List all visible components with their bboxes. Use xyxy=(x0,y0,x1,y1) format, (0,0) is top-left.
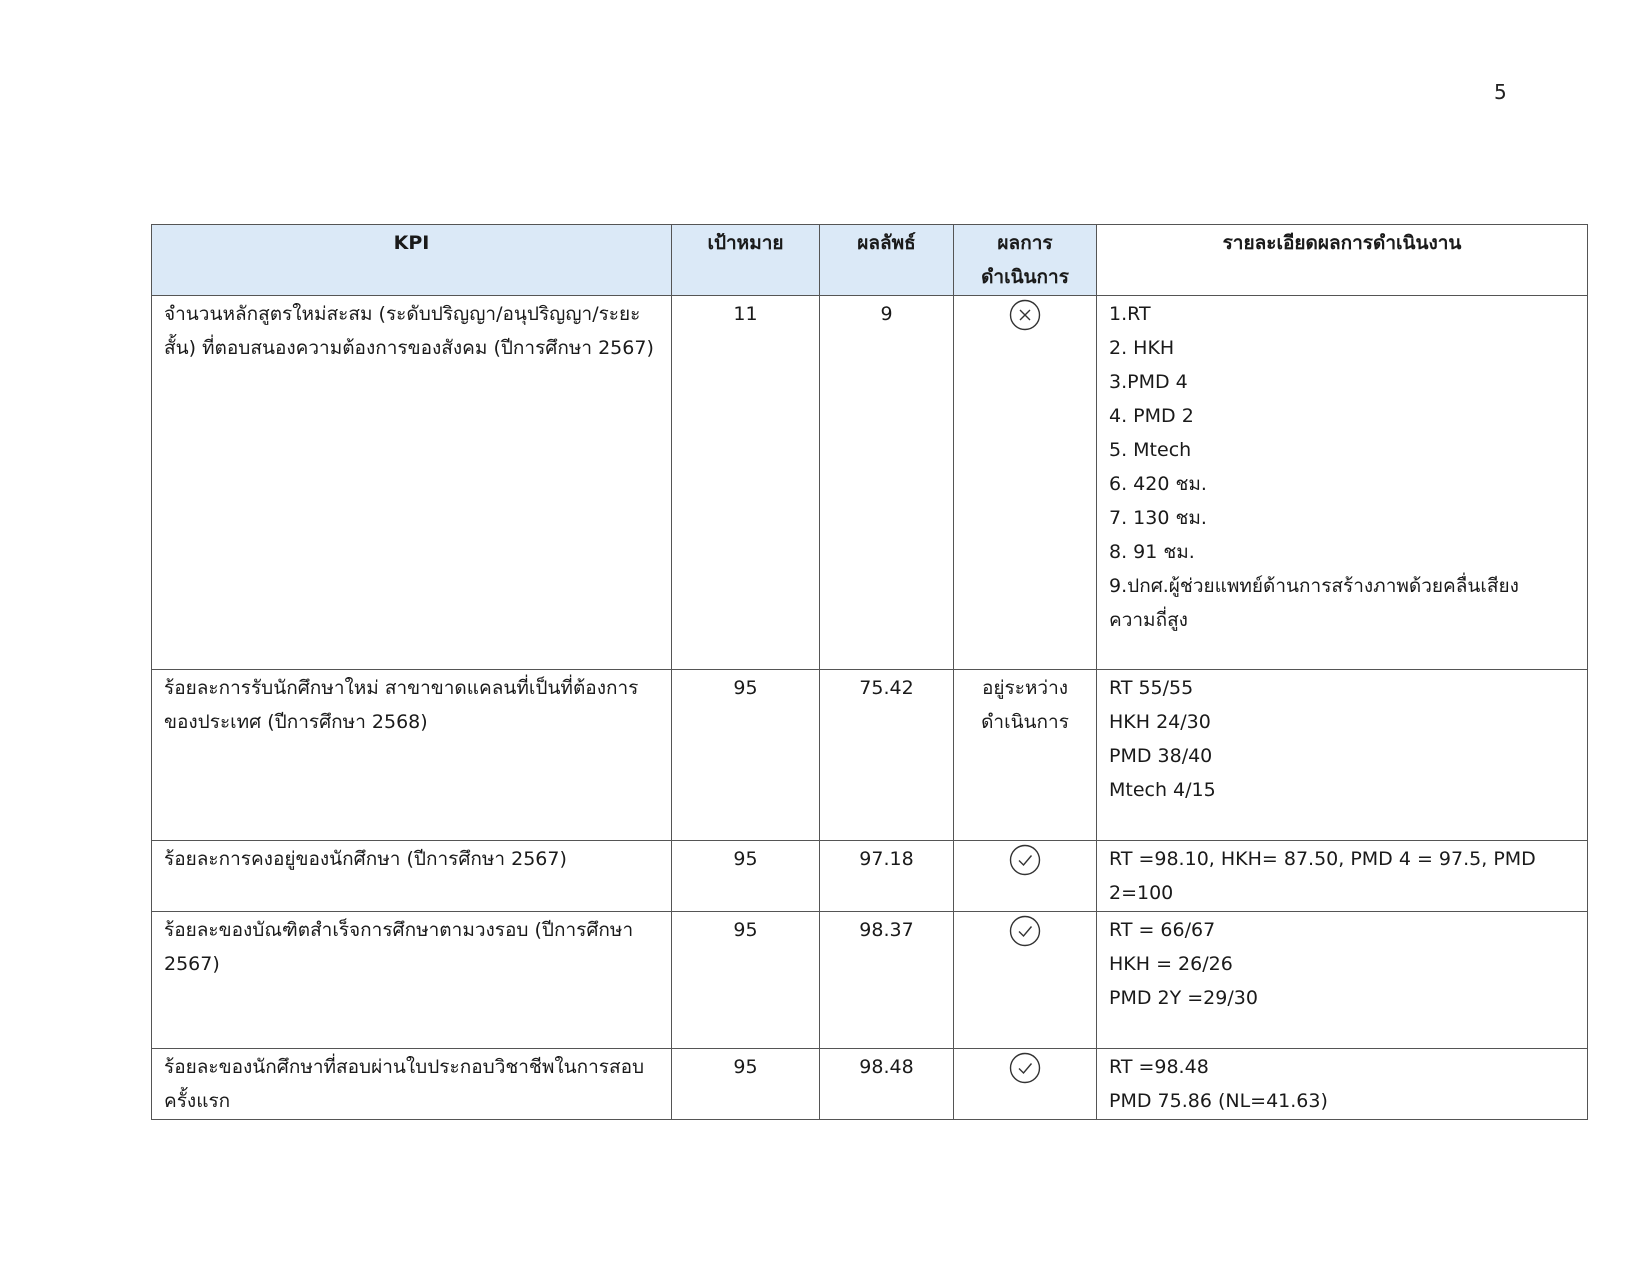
header-status-line: ดำเนินการ xyxy=(981,266,1069,288)
table-row xyxy=(152,670,1588,841)
kpi-cell: จำนวนหลักสูตรใหม่สะสม (ระดับปริญญา/อนุปริญญา/ระยะสั้น) ที่ตอบสนองความต้องการของสังคม (ปีการศึกษา 2567) xyxy=(152,296,672,670)
status-text-line: อยู่ระหว่าง xyxy=(981,677,1069,699)
detail-cell xyxy=(1097,1049,1588,1120)
result-cell: 97.18 xyxy=(820,841,954,912)
header-result: ผลลัพธ์ xyxy=(820,225,954,296)
header-kpi: KPI xyxy=(152,225,672,296)
detail-line: RT 55/55 xyxy=(1109,677,1194,699)
detail-line: PMD 2Y =29/30 xyxy=(1109,987,1258,1009)
x-circle-icon xyxy=(1009,299,1041,331)
detail-line: 6. 420 ชม. xyxy=(1109,473,1207,495)
kpi-cell: ร้อยละการคงอยู่ของนักศึกษา (ปีการศึกษา 2567) xyxy=(152,841,672,912)
page-number: 5 xyxy=(1494,80,1507,104)
detail-line: 1.RT xyxy=(1109,303,1151,325)
status-cell xyxy=(954,912,1097,1049)
detail-line: RT = 66/67 xyxy=(1109,919,1216,941)
target-cell: 95 xyxy=(672,1049,820,1120)
detail-line: PMD 38/40 xyxy=(1109,745,1213,767)
header-status xyxy=(954,225,1097,296)
detail-cell xyxy=(1097,296,1588,670)
table-row xyxy=(152,841,1588,912)
status-cell xyxy=(954,670,1097,841)
header-detail: รายละเอียดผลการดำเนินงาน xyxy=(1097,225,1588,296)
header-target: เป้าหมาย xyxy=(672,225,820,296)
detail-line: PMD 75.86 (NL=41.63) xyxy=(1109,1090,1328,1112)
detail-line: 5. Mtech xyxy=(1109,439,1192,461)
status-cell xyxy=(954,296,1097,670)
status-cell xyxy=(954,841,1097,912)
detail-cell xyxy=(1097,670,1588,841)
header-status-line: ผลการ xyxy=(997,232,1053,254)
table-row xyxy=(152,1049,1588,1120)
check-circle-icon xyxy=(1009,915,1041,947)
table-row xyxy=(152,912,1588,1049)
target-cell: 95 xyxy=(672,670,820,841)
table-row xyxy=(152,296,1588,670)
result-cell: 98.37 xyxy=(820,912,954,1049)
detail-line: 8. 91 ชม. xyxy=(1109,541,1195,563)
kpi-cell: ร้อยละของบัณฑิตสำเร็จการศึกษาตามวงรอบ (ปีการศึกษา 2567) xyxy=(152,912,672,1049)
target-cell: 95 xyxy=(672,841,820,912)
status-cell xyxy=(954,1049,1097,1120)
table-header-row xyxy=(152,225,1588,296)
detail-line: HKH 24/30 xyxy=(1109,711,1211,733)
detail-line: RT =98.48 xyxy=(1109,1056,1209,1078)
detail-line: 3.PMD 4 xyxy=(1109,371,1188,393)
detail-cell xyxy=(1097,912,1588,1049)
detail-line: 4. PMD 2 xyxy=(1109,405,1194,427)
result-cell: 98.48 xyxy=(820,1049,954,1120)
target-cell: 11 xyxy=(672,296,820,670)
detail-line: HKH = 26/26 xyxy=(1109,953,1233,975)
result-cell: 75.42 xyxy=(820,670,954,841)
kpi-table xyxy=(151,224,1588,1120)
result-cell: 9 xyxy=(820,296,954,670)
check-circle-icon xyxy=(1009,1052,1041,1084)
target-cell: 95 xyxy=(672,912,820,1049)
kpi-cell: ร้อยละของนักศึกษาที่สอบผ่านใบประกอบวิชาชีพในการสอบครั้งแรก xyxy=(152,1049,672,1120)
kpi-cell: ร้อยละการรับนักศึกษาใหม่ สาขาขาดแคลนที่เป็นที่ต้องการของประเทศ (ปีการศึกษา 2568) xyxy=(152,670,672,841)
detail-line: 2. HKH xyxy=(1109,337,1175,359)
detail-cell xyxy=(1097,841,1588,912)
status-text-line: ดำเนินการ xyxy=(981,711,1069,733)
detail-line: 9.ปกศ.ผู้ช่วยแพทย์ด้านการสร้างภาพด้วยคลื่นเสียงความถี่สูง xyxy=(1109,575,1519,631)
detail-line: 7. 130 ชม. xyxy=(1109,507,1207,529)
detail-line: Mtech 4/15 xyxy=(1109,779,1216,801)
detail-line: RT =98.10, HKH= 87.50, PMD 4 = 97.5, PMD 2=100 xyxy=(1109,848,1536,904)
check-circle-icon xyxy=(1009,844,1041,876)
